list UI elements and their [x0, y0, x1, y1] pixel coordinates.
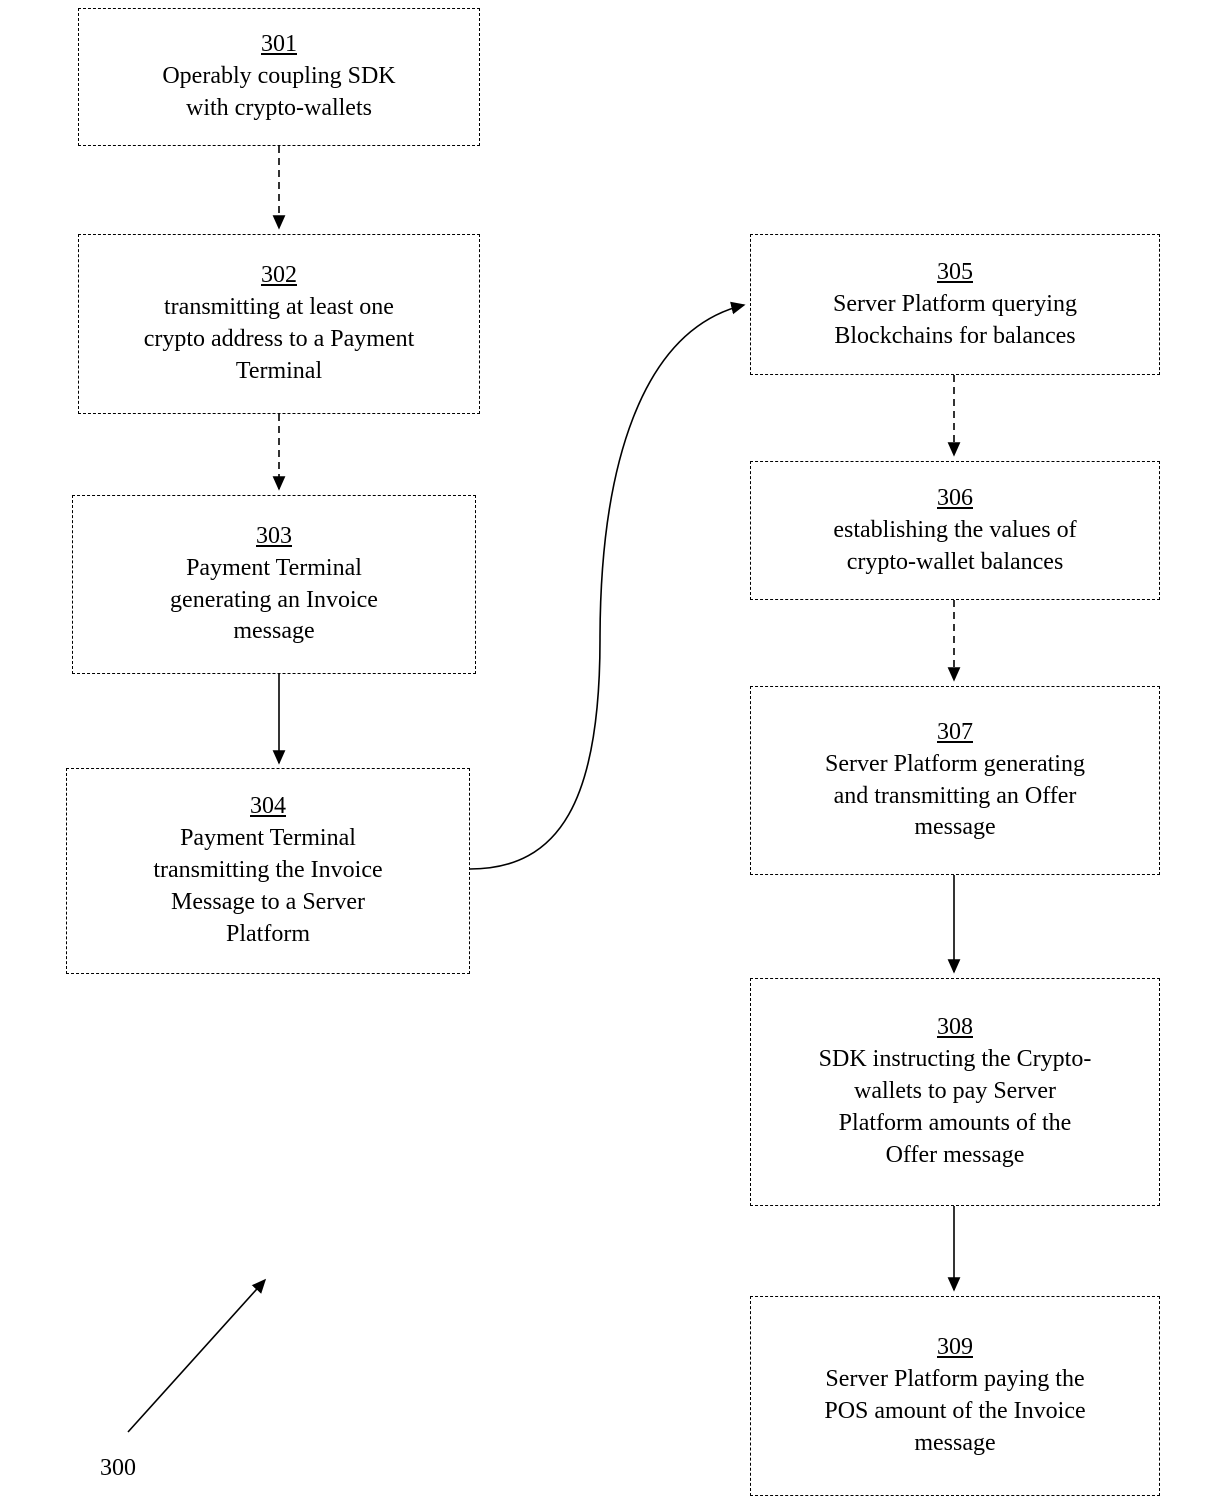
flow-node-309-text: Server Platform paying the POS amount of the Invoice message	[824, 1366, 1086, 1456]
flow-node-308-text: SDK instructing the Crypto- wallets to pay Server Platform amounts of the Offer message	[818, 1046, 1092, 1168]
flow-node-302-number: 302	[261, 262, 297, 289]
flow-node-303-number: 303	[256, 522, 292, 549]
flow-node-305	[750, 234, 1160, 375]
flow-node-307-number: 307	[937, 718, 973, 745]
figure-label: 300	[100, 1455, 136, 1481]
flow-node-306-number: 306	[937, 484, 973, 511]
flow-node-307-text: Server Platform generating and transmitting an Offer message	[825, 750, 1085, 841]
flow-node-308-number: 308	[937, 1014, 973, 1041]
flow-node-307	[750, 686, 1160, 875]
flow-node-308	[750, 978, 1160, 1206]
flow-node-305-text: Server Platform querying Blockchains for balances	[833, 290, 1077, 349]
flow-node-303-text: Payment Terminal generating an Invoice message	[170, 554, 378, 645]
flow-node-302	[78, 234, 480, 414]
flow-node-304-text: Payment Terminal transmitting the Invoice Message to a Server Platform	[153, 825, 383, 947]
flow-node-304	[66, 768, 470, 974]
flow-node-306-text: establishing the values of crypto-wallet balances	[833, 516, 1077, 575]
connector-304-305	[470, 305, 744, 869]
flow-node-303	[72, 495, 476, 674]
flow-node-309	[750, 1296, 1160, 1496]
flow-node-305-number: 305	[937, 258, 973, 285]
flow-node-301-text: Operably coupling SDK with crypto-wallets	[162, 63, 396, 121]
flow-node-309-number: 309	[937, 1334, 973, 1361]
flow-node-301	[78, 8, 480, 146]
flow-node-306	[750, 461, 1160, 600]
flow-node-304-number: 304	[250, 793, 286, 820]
figure-pointer-arrow	[128, 1280, 265, 1432]
flow-node-302-text: transmitting at least one crypto address to a Payment Terminal	[143, 294, 415, 384]
flow-node-301-number: 301	[261, 31, 297, 58]
